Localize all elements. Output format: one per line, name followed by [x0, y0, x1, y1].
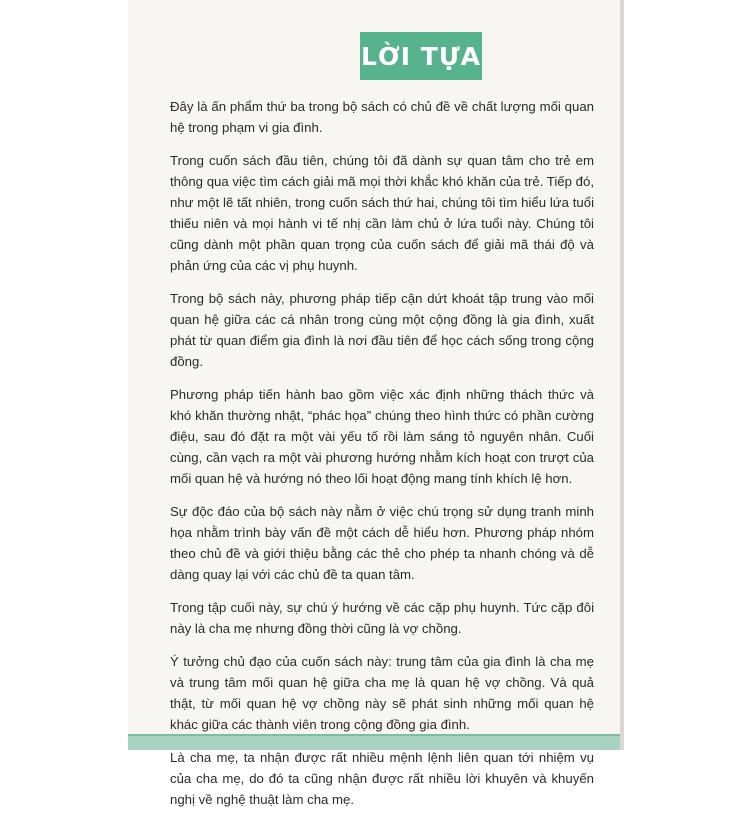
paragraph: Sự độc đáo của bộ sách này nằm ở việc chú trọng sử dụng tranh minh họa nhằm trình bày vấn đề một cách dễ hiểu hơn. Phương pháp nhóm theo chủ đề và giới thiệu bằng các thẻ cho phép ta nhanh chóng và dễ dàng quay lại với các chủ đề ta quan tâm.: [170, 504, 594, 582]
paragraph: Trong tập cuối này, sự chú ý hướng về các cặp phụ huynh. Tức cặp đôi này là cha mẹ nhưng đồng thời cũng là vợ chồng.: [170, 600, 594, 636]
paragraph: Ý tưởng chủ đạo của cuốn sách này: trung tâm của gia đình là cha mẹ và trung tâm mối quan hệ giữa cha mẹ là quan hệ vợ chồng. Và quả thật, từ mối quan hệ vợ chồng này sẽ phát sinh những mối quan hệ khác giữa các thành viên trong cộng đồng gia đình.: [170, 654, 594, 732]
paragraph: Là cha mẹ, ta nhận được rất nhiều mệnh lệnh liên quan tới nhiệm vụ của cha mẹ, do đó ta cũng nhận được rất nhiều lời khuyên và khuyến nghị về nghệ thuật làm cha mẹ.: [170, 750, 594, 807]
paragraph: Trong cuốn sách đầu tiên, chúng tôi đã dành sự quan tâm cho trẻ em thông qua việc tìm cách giải mã mọi thời khắc khó khăn của trẻ. Tiếp đó, như một lẽ tất nhiên, trong cuốn sách thứ hai, chúng tôi tìm hiểu lứa tuổi thiếu niên và mọi hành vi tế nhị cần làm chủ ở lứa tuổi này. Chúng tôi cũng dành một phần quan trọng của cuốn sách để giải mã thái độ và phản ứng của các vị phụ huynh.: [170, 153, 594, 273]
paragraph: Phương pháp tiến hành bao gồm việc xác định những thách thức và khó khăn thường nhật, “phác họa” chúng theo hình thức có phần cường điệu, sau đó đặt ra một vài yếu tố rồi làm sáng tỏ nguyên nhân. Cuối cùng, cần vạch ra một vài phương hướng nhằm kích hoạt con trượt của mối quan hệ và hướng nó theo lối hoạt động mang tính khích lệ hơn.: [170, 387, 594, 486]
page-edge-shadow: [620, 0, 624, 750]
title-banner: [360, 32, 482, 80]
book-page: [128, 0, 620, 807]
bottom-color-band: [128, 734, 620, 750]
paragraph: Đây là ấn phẩm thứ ba trong bộ sách có chủ đề về chất lượng mối quan hệ trong phạm vi gia đình.: [170, 99, 594, 135]
body-text: [170, 96, 594, 822]
page-title: LỜI TỰA: [360, 41, 482, 71]
paragraph: Trong bộ sách này, phương pháp tiếp cận dứt khoát tập trung vào mối quan hệ giữa các cá nhân trong cùng một cộng đồng là gia đình, xuất phát từ quan điểm gia đình là nơi đầu tiên để học cách sống trong cộng đồng.: [170, 291, 594, 369]
